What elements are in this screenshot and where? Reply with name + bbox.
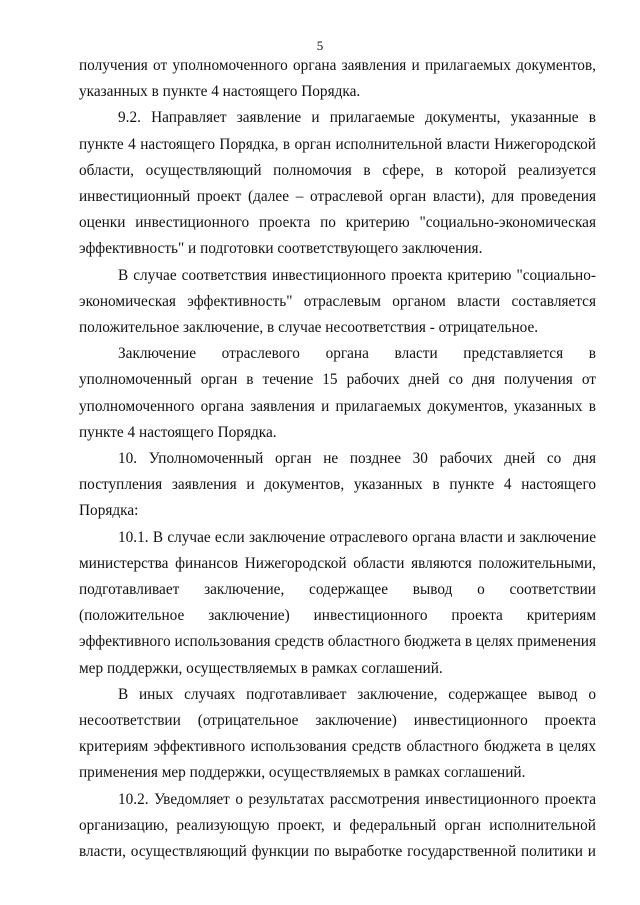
paragraph-10-1: 10.1. В случае если заключение отраслевого органа власти и заключение министерства финансов Нижегородской области являются положительными, подготавливает заключение, содержащее вывод о соответствии (положительное заключение) инвестиционного проекта критериям эффективного использования средств областного бюджета в целях применения мер поддержки, осуществляемых в рамках соглашений. (79, 528, 596, 677)
paragraph-9-2: 9.2. Направляет заявление и прилагаемые документы, указанные в пункте 4 настоящего Порядка, в орган исполнительной власти Нижегородской области, осуществляющий полномочия в сфере, в которой реализуется инвестиционный проект (далее – отраслевой орган власти), для проведения оценки инвестиционного проекта по критерию "социально-экономическая эффективность" и подготовки соответствующего заключения. (79, 109, 596, 258)
page-number: 5 (316, 38, 324, 53)
paragraph-conclusion-deadline: Заключение отраслевого органа власти представляется в уполномоченный орган в течение 15 рабочих дней со дня получения от уполномоченного органа заявления и прилагаемых документов, указанных в пункте 4 настоящего Порядка. (79, 345, 596, 441)
document-body (79, 53, 596, 865)
paragraph-continuation: получения от уполномоченного органа заявления и прилагаемых документов, указанных в пункте 4 настоящего Порядка. (79, 57, 596, 101)
paragraph-10-2: 10.2. Уведомляет о результатах рассмотрения инвестиционного проекта организацию, реализующую проект, и федеральный орган исполнительной власти, осуществляющий функции по выработке государственной политики и (79, 790, 596, 861)
paragraph-other-cases: В иных случаях подготавливает заключение, содержащее вывод о несоответствии (отрицательное заключение) инвестиционного проекта критериям эффективного использования средств областного бюджета в целях применения мер поддержки, осуществляемых в рамках соглашений. (79, 685, 596, 782)
paragraph-positive-conclusion: В случае соответствия инвестиционного проекта критерию "социально-экономическая эффективность" отраслевым органом власти составляется положительное заключение, в случае несоответствия - отрицательное. (79, 266, 596, 337)
paragraph-10: 10. Уполномоченный орган не позднее 30 рабочих дней со дня поступления заявления и документов, указанных в пункте 4 настоящего Порядка: (79, 450, 596, 520)
